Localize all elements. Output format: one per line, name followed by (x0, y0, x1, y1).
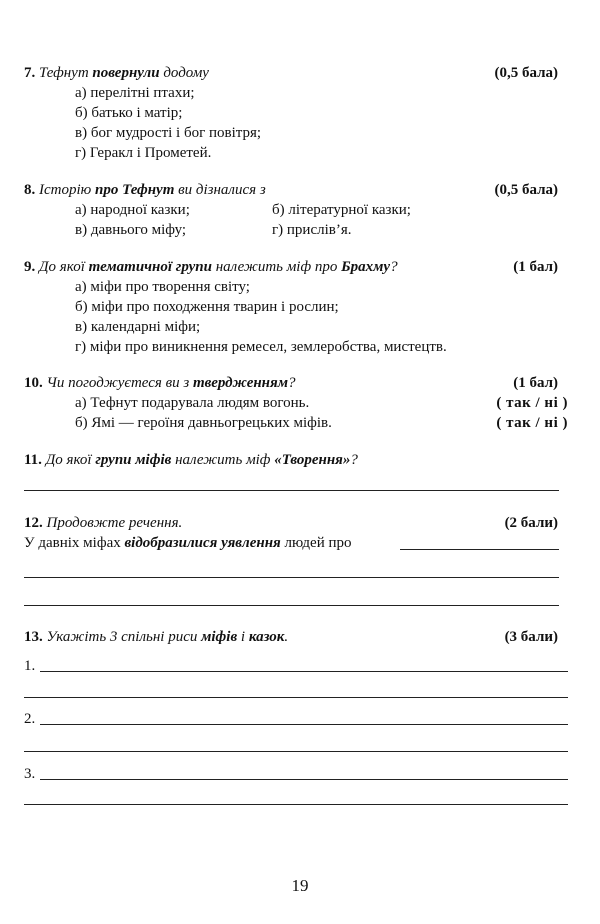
q13-item-1-label: 1. (24, 658, 36, 674)
question-number: 12. (24, 515, 43, 531)
answer-line[interactable] (24, 804, 568, 805)
question-8-points: (0,5 бала) (494, 182, 558, 198)
question-13-heading: 13. Укажіть 3 спільні риси міфів і казок. (24, 629, 289, 645)
q8-option-b: б) літературної казки; (272, 202, 411, 218)
q9-option-d: г) міфи про виникнення ремесел, землеробства, мистецтв. (75, 339, 447, 355)
q10-answer-choice-b[interactable]: ( так / ні ) (496, 415, 568, 431)
question-number: 8. (24, 182, 36, 198)
answer-line[interactable] (400, 549, 559, 550)
q8-option-d: г) прислів’я. (272, 222, 352, 238)
question-13-points: (3 бали) (504, 629, 558, 645)
question-12-heading: 12. Продовжте речення. (24, 515, 183, 531)
q7-option-b: б) батько і матір; (75, 105, 183, 121)
q12-sentence-start: У давніх міфах відобразилися уявлення людей про (24, 535, 352, 551)
question-8-heading: 8. Історію про Тефнут ви дізналися з (24, 182, 266, 198)
q8-option-a: а) народної казки; (75, 202, 190, 218)
question-number: 7. (24, 65, 36, 81)
q7-option-a: а) перелітні птахи; (75, 85, 195, 101)
question-number: 13. (24, 629, 43, 645)
q13-item-3-label: 3. (24, 766, 36, 782)
answer-line[interactable] (24, 605, 559, 606)
answer-line[interactable] (40, 779, 568, 780)
question-12-points: (2 бали) (504, 515, 558, 531)
question-number: 9. (24, 259, 36, 275)
question-number: 10. (24, 375, 43, 391)
question-10-heading: 10. Чи погоджуєтеся ви з твердженням? (24, 375, 296, 391)
answer-line[interactable] (40, 724, 568, 725)
q13-item-2-label: 2. (24, 711, 36, 727)
q10-statement-a: а) Тефнут подарувала людям вогонь. (75, 395, 310, 411)
q10-answer-choice-a[interactable]: ( так / ні ) (496, 395, 568, 411)
answer-line[interactable] (24, 751, 568, 752)
question-7-points: (0,5 бала) (494, 65, 558, 81)
question-9-heading: 9. До якої тематичної групи належить міф про Брахму? (24, 259, 398, 275)
answer-line[interactable] (24, 490, 559, 491)
question-10-points: (1 бал) (513, 375, 558, 391)
question-9-points: (1 бал) (513, 259, 558, 275)
page-number: 19 (291, 876, 309, 895)
q10-statement-b: б) Ямі — героїня давньогрецьких міфів. (75, 415, 332, 431)
question-7-heading: 7. Тефнут повернули додому (24, 65, 209, 81)
q8-option-c: в) давнього міфу; (75, 222, 187, 238)
q9-option-a: а) міфи про творення світу; (75, 279, 250, 295)
question-number: 11. (24, 452, 42, 468)
answer-line[interactable] (40, 671, 568, 672)
question-11-heading: 11. До якої групи міфів належить міф «Творення»? (24, 452, 358, 468)
answer-line[interactable] (24, 697, 568, 698)
q7-option-c: в) бог мудрості і бог повітря; (75, 125, 262, 141)
q9-option-b: б) міфи про походження тварин і рослин; (75, 299, 339, 315)
answer-line[interactable] (24, 577, 559, 578)
q7-option-d: г) Геракл і Прометей. (75, 145, 212, 161)
q9-option-c: в) календарні міфи; (75, 319, 201, 335)
